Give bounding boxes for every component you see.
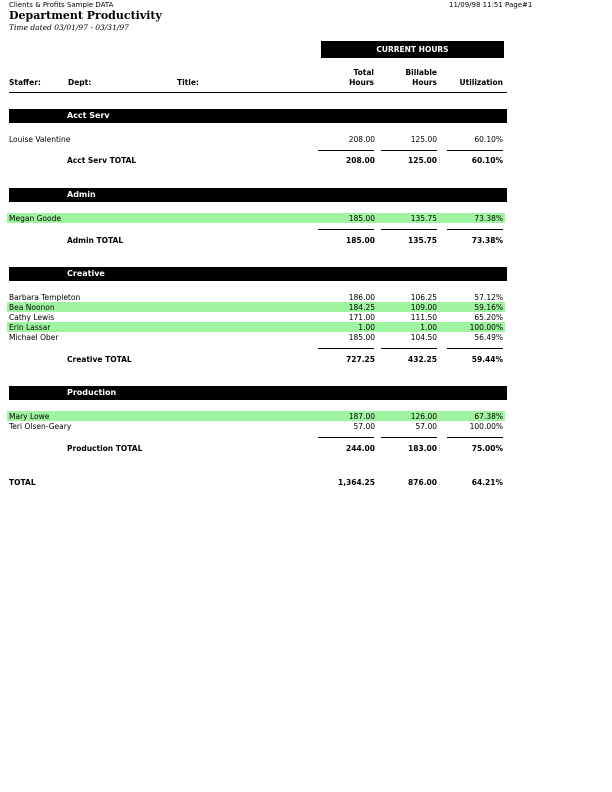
billable-hours: 126.00 bbox=[410, 412, 437, 421]
utilization: 100.00% bbox=[469, 422, 503, 431]
dept-total-billable: 183.00 bbox=[408, 444, 437, 453]
table-row bbox=[7, 411, 505, 421]
table-row bbox=[7, 213, 505, 223]
billable-hours: 109.00 bbox=[410, 303, 437, 312]
subtotal-rule bbox=[318, 348, 374, 349]
subtotal-rule bbox=[318, 229, 374, 230]
dept-name: Production bbox=[67, 388, 117, 397]
total-hours: 185.00 bbox=[348, 333, 375, 342]
dept-total-label: Production TOTAL bbox=[67, 444, 143, 453]
total-hours: 1.00 bbox=[358, 323, 375, 332]
col-total-hours-line1: Total bbox=[353, 68, 374, 77]
dept-total-row bbox=[9, 235, 505, 245]
col-billable-line2: Hours bbox=[412, 78, 437, 87]
table-row bbox=[7, 322, 505, 332]
staffer-name: Louise Valentine bbox=[9, 135, 71, 144]
dept-name: Acct Serv bbox=[67, 111, 110, 120]
dept-total-hours: 185.00 bbox=[346, 236, 375, 245]
utilization: 59.16% bbox=[474, 303, 503, 312]
utilization: 57.12% bbox=[474, 293, 503, 302]
billable-hours: 135.75 bbox=[410, 214, 437, 223]
staffer-name: Barbara Templeton bbox=[9, 293, 81, 302]
grand-total-billable: 876.00 bbox=[408, 478, 437, 487]
dept-total-billable: 432.25 bbox=[408, 355, 437, 364]
subtotal-rule bbox=[381, 348, 437, 349]
table-row bbox=[9, 134, 505, 144]
subtotal-rule bbox=[381, 437, 437, 438]
billable-hours: 111.50 bbox=[410, 313, 437, 322]
dept-total-row bbox=[9, 155, 505, 165]
page-title: Department Productivity bbox=[9, 9, 162, 22]
total-hours: 187.00 bbox=[348, 412, 375, 421]
dept-bar-admin bbox=[9, 188, 507, 202]
staffer-name: Cathy Lewis bbox=[9, 313, 55, 322]
col-dept: Dept: bbox=[68, 78, 92, 87]
billable-hours: 125.00 bbox=[410, 135, 437, 144]
table-row bbox=[7, 302, 505, 312]
col-total-hours-line2: Hours bbox=[349, 78, 374, 87]
dept-bar-creative bbox=[9, 267, 507, 281]
dept-total-label: Admin TOTAL bbox=[67, 236, 124, 245]
report-source: Clients & Profits Sample DATA bbox=[9, 1, 114, 9]
dept-name: Admin bbox=[67, 190, 96, 199]
dept-total-hours: 208.00 bbox=[346, 156, 375, 165]
table-row bbox=[9, 312, 505, 322]
staffer-name: Michael Ober bbox=[9, 333, 59, 342]
table-row bbox=[9, 292, 505, 302]
dept-total-hours: 727.25 bbox=[346, 355, 375, 364]
subtotal-rule bbox=[447, 229, 503, 230]
subtotal-rule bbox=[318, 437, 374, 438]
total-hours: 57.00 bbox=[353, 422, 375, 431]
current-hours-header: CURRENT HOURS bbox=[321, 41, 504, 58]
col-staffer: Staffer: bbox=[9, 78, 41, 87]
total-hours: 185.00 bbox=[348, 214, 375, 223]
dept-name: Creative bbox=[67, 269, 105, 278]
utilization: 65.20% bbox=[474, 313, 503, 322]
col-billable-line1: Billable bbox=[405, 68, 437, 77]
dept-total-billable: 125.00 bbox=[408, 156, 437, 165]
subtotal-rule bbox=[381, 150, 437, 151]
billable-hours: 57.00 bbox=[415, 422, 437, 431]
subtotal-rule bbox=[318, 150, 374, 151]
dept-total-util: 59.44% bbox=[471, 355, 503, 364]
dept-total-row bbox=[9, 354, 505, 364]
staffer-name: Erin Lassar bbox=[9, 323, 51, 332]
billable-hours: 1.00 bbox=[420, 323, 437, 332]
table-row bbox=[9, 421, 505, 431]
dept-total-hours: 244.00 bbox=[346, 444, 375, 453]
utilization: 67.38% bbox=[474, 412, 503, 421]
staffer-name: Bea Noonon bbox=[9, 303, 55, 312]
col-utilization: Utilization bbox=[459, 78, 503, 87]
staffer-name: Mary Lowe bbox=[9, 412, 50, 421]
utilization: 56.49% bbox=[474, 333, 503, 342]
grand-total-util: 64.21% bbox=[471, 478, 503, 487]
dept-total-row bbox=[9, 443, 505, 453]
grand-total-hours: 1,364.25 bbox=[337, 478, 375, 487]
report-timestamp: 11/09/98 11:51 Page#1 bbox=[449, 1, 533, 9]
table-row bbox=[9, 332, 505, 342]
staffer-name: Megan Goode bbox=[9, 214, 61, 223]
dept-total-util: 75.00% bbox=[471, 444, 503, 453]
date-range: Time dated 03/01/97 - 03/31/97 bbox=[9, 23, 129, 32]
billable-hours: 106.25 bbox=[410, 293, 437, 302]
subtotal-rule bbox=[447, 150, 503, 151]
total-hours: 184.25 bbox=[348, 303, 375, 312]
subtotal-rule bbox=[447, 437, 503, 438]
subtotal-rule bbox=[381, 229, 437, 230]
grand-total-row bbox=[9, 477, 505, 487]
subtotal-rule bbox=[447, 348, 503, 349]
col-title: Title: bbox=[177, 78, 199, 87]
dept-total-billable: 135.75 bbox=[408, 236, 437, 245]
utilization: 60.10% bbox=[474, 135, 503, 144]
dept-total-label: Acct Serv TOTAL bbox=[67, 156, 137, 165]
utilization: 100.00% bbox=[469, 323, 503, 332]
billable-hours: 104.50 bbox=[410, 333, 437, 342]
dept-total-util: 60.10% bbox=[471, 156, 503, 165]
dept-total-label: Creative TOTAL bbox=[67, 355, 132, 364]
dept-bar-production bbox=[9, 386, 507, 400]
total-hours: 186.00 bbox=[348, 293, 375, 302]
dept-total-util: 73.38% bbox=[471, 236, 503, 245]
total-hours: 208.00 bbox=[348, 135, 375, 144]
total-hours: 171.00 bbox=[348, 313, 375, 322]
header-rule bbox=[9, 92, 507, 93]
dept-bar-acct-serv bbox=[9, 109, 507, 123]
utilization: 73.38% bbox=[474, 214, 503, 223]
grand-total-label: TOTAL bbox=[9, 478, 36, 487]
staffer-name: Teri Olsen-Geary bbox=[9, 422, 72, 431]
